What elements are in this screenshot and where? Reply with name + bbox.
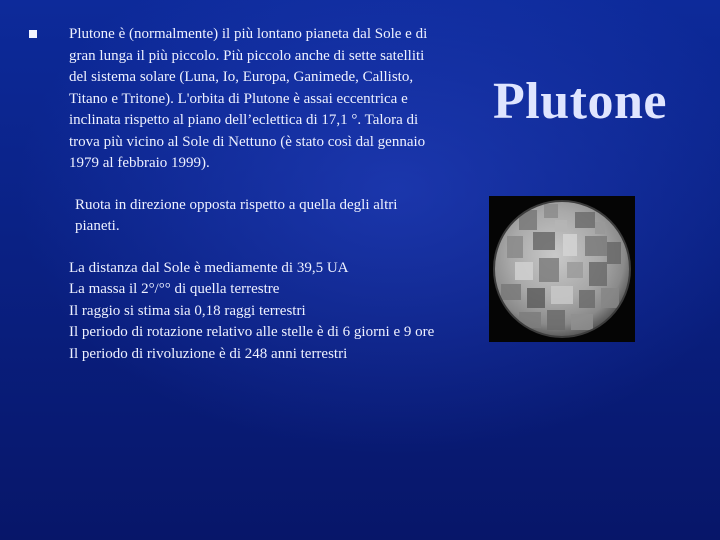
pluto-photo bbox=[489, 196, 635, 342]
paragraph-rotation: Ruota in direzione opposta rispetto a quella degli altri pianeti. bbox=[75, 196, 398, 234]
bullet-square-icon bbox=[29, 30, 37, 38]
slide-title: Plutone bbox=[493, 73, 667, 130]
paragraph-intro: Plutone è (normalmente) il più lontano pianeta dal Sole e di gran lunga il più piccolo. Più piccolo anche di sette satelliti del sistema solare (Luna, Io, Europa, Ganimede, Callisto, Titano e Tritone). L'orbita di Plutone è assai eccentrica e inclinata rispetto al piano dell’eclettica di 17,1 °. Talora di trova più vicino al Sole di Nettuno (è stato così dal gennaio 1979 al febbraio 1999). bbox=[69, 26, 428, 171]
pluto-image bbox=[489, 196, 635, 342]
paragraph-facts: La distanza dal Sole è mediamente di 39,5 UA La massa il 2°/°° di quella terrestre Il raggio si stima sia 0,18 raggi terrestri Il periodo di rotazione relativo alle stelle è di 6 giorni e 9 ore Il periodo di rivoluzione è di 248 anni terrestri bbox=[69, 259, 435, 362]
body-text bbox=[69, 24, 441, 365]
